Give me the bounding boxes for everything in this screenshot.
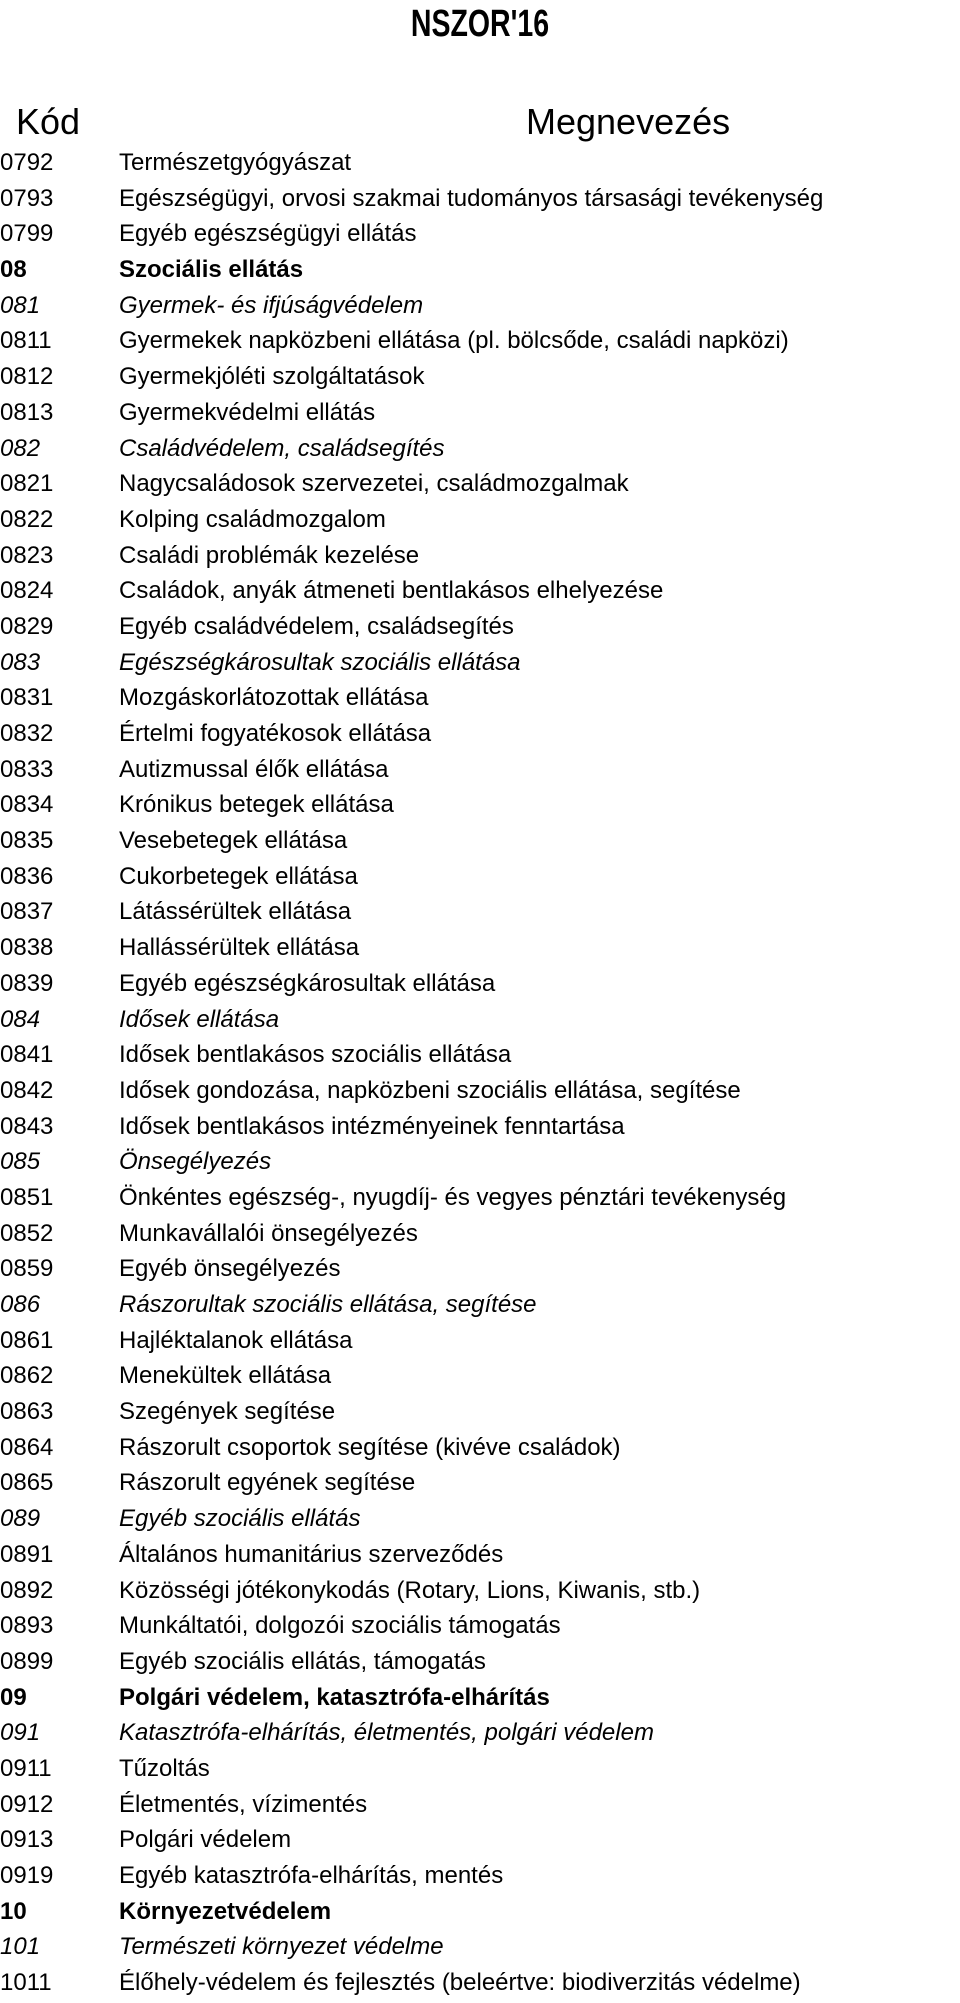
item-name: Idősek ellátása: [119, 1005, 280, 1033]
list-item: [0, 716, 960, 752]
item-name: Kolping családmozgalom: [119, 505, 386, 533]
item-code: 0842: [0, 1076, 54, 1104]
list-item: [0, 1751, 960, 1787]
item-name: Látássérültek ellátása: [119, 898, 352, 926]
list-item: [0, 323, 960, 359]
item-code: 089: [0, 1505, 41, 1533]
column-header-name: Megnevezés: [526, 101, 731, 142]
item-name: Tűzoltás: [119, 1754, 210, 1782]
item-name: Polgári védelem: [119, 1826, 292, 1854]
list-item: [0, 1394, 960, 1430]
item-name: Egyéb egészségügyi ellátás: [119, 220, 417, 248]
item-code: 0823: [0, 541, 54, 569]
item-code: 0837: [0, 898, 54, 926]
list-item: [0, 859, 960, 895]
item-name: Katasztrófa-elhárítás, életmentés, polgári védelem: [119, 1719, 654, 1747]
list-item: [0, 645, 960, 681]
list-item: [0, 145, 960, 181]
item-code: 1011: [0, 1969, 52, 1997]
item-code: 0865: [0, 1469, 54, 1497]
item-name: Élőhely-védelem és fejlesztés (beleértve: biodiverzitás védelme): [119, 1969, 801, 1997]
list-item: [0, 752, 960, 788]
list-item: [0, 181, 960, 217]
item-code: 0811: [0, 327, 52, 355]
item-name: Mozgáskorlátozottak ellátása: [119, 684, 429, 712]
list-item: [0, 1430, 960, 1466]
item-code: 0843: [0, 1112, 54, 1140]
list-item: [0, 1965, 960, 2001]
item-name: Rászorultak szociális ellátása, segítése: [119, 1291, 537, 1318]
item-code: 0863: [0, 1398, 54, 1426]
list-item: [0, 1858, 960, 1894]
item-name: Vesebetegek ellátása: [119, 827, 348, 855]
list-item: [0, 1644, 960, 1680]
item-code: 0813: [0, 398, 54, 426]
item-name: Természeti környezet védelme: [119, 1933, 444, 1961]
list-item: [0, 1929, 960, 1965]
item-code: 086: [0, 1291, 41, 1318]
list-item: [0, 1465, 960, 1501]
item-name: Gyermekek napközbeni ellátása (pl. bölcsőde, családi napközi): [119, 327, 789, 355]
item-code: 0911: [0, 1754, 52, 1782]
item-name: Munkavállalói önsegélyezés: [119, 1219, 418, 1247]
list-item: [0, 466, 960, 502]
list-item: [0, 431, 960, 467]
item-code: 0839: [0, 969, 54, 997]
item-name: Értelmi fogyatékosok ellátása: [119, 720, 432, 747]
item-name: Egészségkárosultak szociális ellátása: [119, 648, 521, 676]
list-item: [0, 1358, 960, 1394]
list-item: [0, 1109, 960, 1145]
item-code: 0822: [0, 505, 54, 533]
item-code: 0821: [0, 470, 54, 498]
item-code: 08: [0, 256, 27, 284]
item-name: Gyermekvédelmi ellátás: [119, 398, 376, 426]
item-name: Egyéb önsegélyezés: [119, 1255, 341, 1283]
list-item: [0, 1537, 960, 1573]
list-item: [0, 1894, 960, 1930]
item-code: 091: [0, 1719, 41, 1747]
list-item: [0, 1037, 960, 1073]
list-item: [0, 894, 960, 930]
item-code: 0892: [0, 1576, 54, 1604]
item-code: 0851: [0, 1183, 54, 1211]
item-code: 084: [0, 1005, 41, 1033]
item-code: 083: [0, 648, 41, 676]
item-code: 0862: [0, 1362, 54, 1390]
item-code: 0899: [0, 1647, 54, 1675]
column-header-code: Kód: [16, 101, 81, 142]
list-item: [0, 216, 960, 252]
item-name: Rászorult csoportok segítése (kivéve családok): [119, 1433, 621, 1461]
item-name: Családvédelem, családsegítés: [119, 434, 445, 462]
list-item: [0, 288, 960, 324]
item-code: 0838: [0, 934, 54, 962]
item-name: Általános humanitárius szerveződés: [119, 1540, 504, 1568]
item-code: 0913: [0, 1826, 54, 1854]
list-item: [0, 252, 960, 288]
item-code: 0864: [0, 1433, 54, 1461]
item-name: Idősek bentlakásos intézményeinek fenntartása: [119, 1112, 625, 1140]
list-item: [0, 966, 960, 1002]
item-name: Szegények segítése: [119, 1398, 336, 1426]
item-name: Rászorult egyének segítése: [119, 1469, 416, 1497]
item-name: Egyéb szociális ellátás: [119, 1505, 361, 1533]
item-code: 0835: [0, 827, 54, 855]
classification-list: [0, 145, 960, 2001]
item-code: 0834: [0, 791, 54, 819]
list-item: [0, 1144, 960, 1180]
item-name: Cukorbetegek ellátása: [119, 862, 358, 890]
item-code: 0919: [0, 1862, 54, 1889]
item-code: 0829: [0, 612, 54, 640]
item-code: 0893: [0, 1612, 54, 1640]
list-item: [0, 1573, 960, 1609]
item-name: Krónikus betegek ellátása: [119, 791, 394, 819]
list-item: [0, 1822, 960, 1858]
list-item: [0, 1180, 960, 1216]
list-item: [0, 1216, 960, 1252]
item-code: 0852: [0, 1219, 54, 1247]
list-item: [0, 823, 960, 859]
item-name: Hajléktalanok ellátása: [119, 1326, 353, 1354]
item-name: Természetgyógyászat: [119, 149, 352, 176]
list-item: [0, 359, 960, 395]
item-name: Egyéb szociális ellátás, támogatás: [119, 1647, 486, 1675]
item-name: Önkéntes egészség-, nyugdíj- és vegyes pénztári tevékenység: [119, 1183, 787, 1211]
item-code: 0861: [0, 1326, 54, 1354]
item-code: 10: [0, 1897, 27, 1925]
item-code: 0832: [0, 720, 54, 747]
list-item: [0, 395, 960, 431]
list-item: [0, 1073, 960, 1109]
list-item: [0, 1680, 960, 1716]
item-name: Szociális ellátás: [119, 256, 304, 284]
list-item: [0, 1608, 960, 1644]
page-title: NSZOR'16: [410, 3, 550, 45]
list-item: [0, 787, 960, 823]
item-code: 0812: [0, 363, 54, 391]
list-item: [0, 573, 960, 609]
item-name: Idősek gondozása, napközbeni szociális ellátása, segítése: [119, 1076, 741, 1104]
item-code: 101: [0, 1933, 41, 1961]
item-name: Életmentés, vízimentés: [119, 1790, 368, 1818]
item-code: 0824: [0, 577, 54, 605]
list-item: [0, 538, 960, 574]
item-code: 0859: [0, 1255, 54, 1283]
item-name: Egyéb egészségkárosultak ellátása: [119, 969, 496, 997]
item-name: Gyermek- és ifjúságvédelem: [119, 291, 424, 319]
item-code: 081: [0, 291, 41, 319]
item-name: Közösségi jótékonykodás (Rotary, Lions, Kiwanis, stb.): [119, 1576, 701, 1604]
list-item: [0, 609, 960, 645]
list-item: [0, 1251, 960, 1287]
item-name: Hallássérültek ellátása: [119, 934, 360, 962]
item-name: Idősek bentlakásos szociális ellátása: [119, 1041, 512, 1069]
item-code: 0841: [0, 1041, 54, 1069]
list-item: [0, 1323, 960, 1359]
item-name: Családi problémák kezelése: [119, 541, 420, 569]
item-code: 0912: [0, 1790, 54, 1818]
list-item: [0, 680, 960, 716]
list-item: [0, 1501, 960, 1537]
item-name: Menekültek ellátása: [119, 1362, 332, 1390]
item-code: 082: [0, 434, 41, 462]
item-name: Munkáltatói, dolgozói szociális támogatás: [119, 1612, 561, 1640]
item-code: 0891: [0, 1540, 54, 1568]
item-code: 0831: [0, 684, 54, 712]
item-name: Egyéb katasztrófa-elhárítás, mentés: [119, 1862, 504, 1889]
item-code: 0793: [0, 184, 54, 212]
item-name: Polgári védelem, katasztrófa-elhárítás: [119, 1683, 550, 1711]
item-code: 0836: [0, 862, 54, 890]
item-name: Környezetvédelem: [119, 1897, 332, 1925]
item-code: 0799: [0, 220, 54, 248]
item-code: 0833: [0, 755, 54, 783]
item-code: 0792: [0, 149, 54, 176]
item-code: 085: [0, 1148, 41, 1176]
item-name: Autizmussal élők ellátása: [119, 755, 389, 783]
list-item: [0, 1715, 960, 1751]
item-name: Egészségügyi, orvosi szakmai tudományos társasági tevékenység: [119, 184, 824, 212]
list-item: [0, 1787, 960, 1823]
item-name: Egyéb családvédelem, családsegítés: [119, 612, 514, 640]
item-name: Gyermekjóléti szolgáltatások: [119, 363, 425, 391]
list-item: [0, 930, 960, 966]
item-name: Családok, anyák átmeneti bentlakásos elhelyezése: [119, 577, 664, 605]
item-name: Nagycsaládosok szervezetei, családmozgalmak: [119, 470, 629, 498]
item-name: Önsegélyezés: [119, 1148, 272, 1176]
list-item: [0, 1002, 960, 1038]
item-code: 09: [0, 1683, 27, 1711]
list-item: [0, 1287, 960, 1323]
list-item: [0, 502, 960, 538]
